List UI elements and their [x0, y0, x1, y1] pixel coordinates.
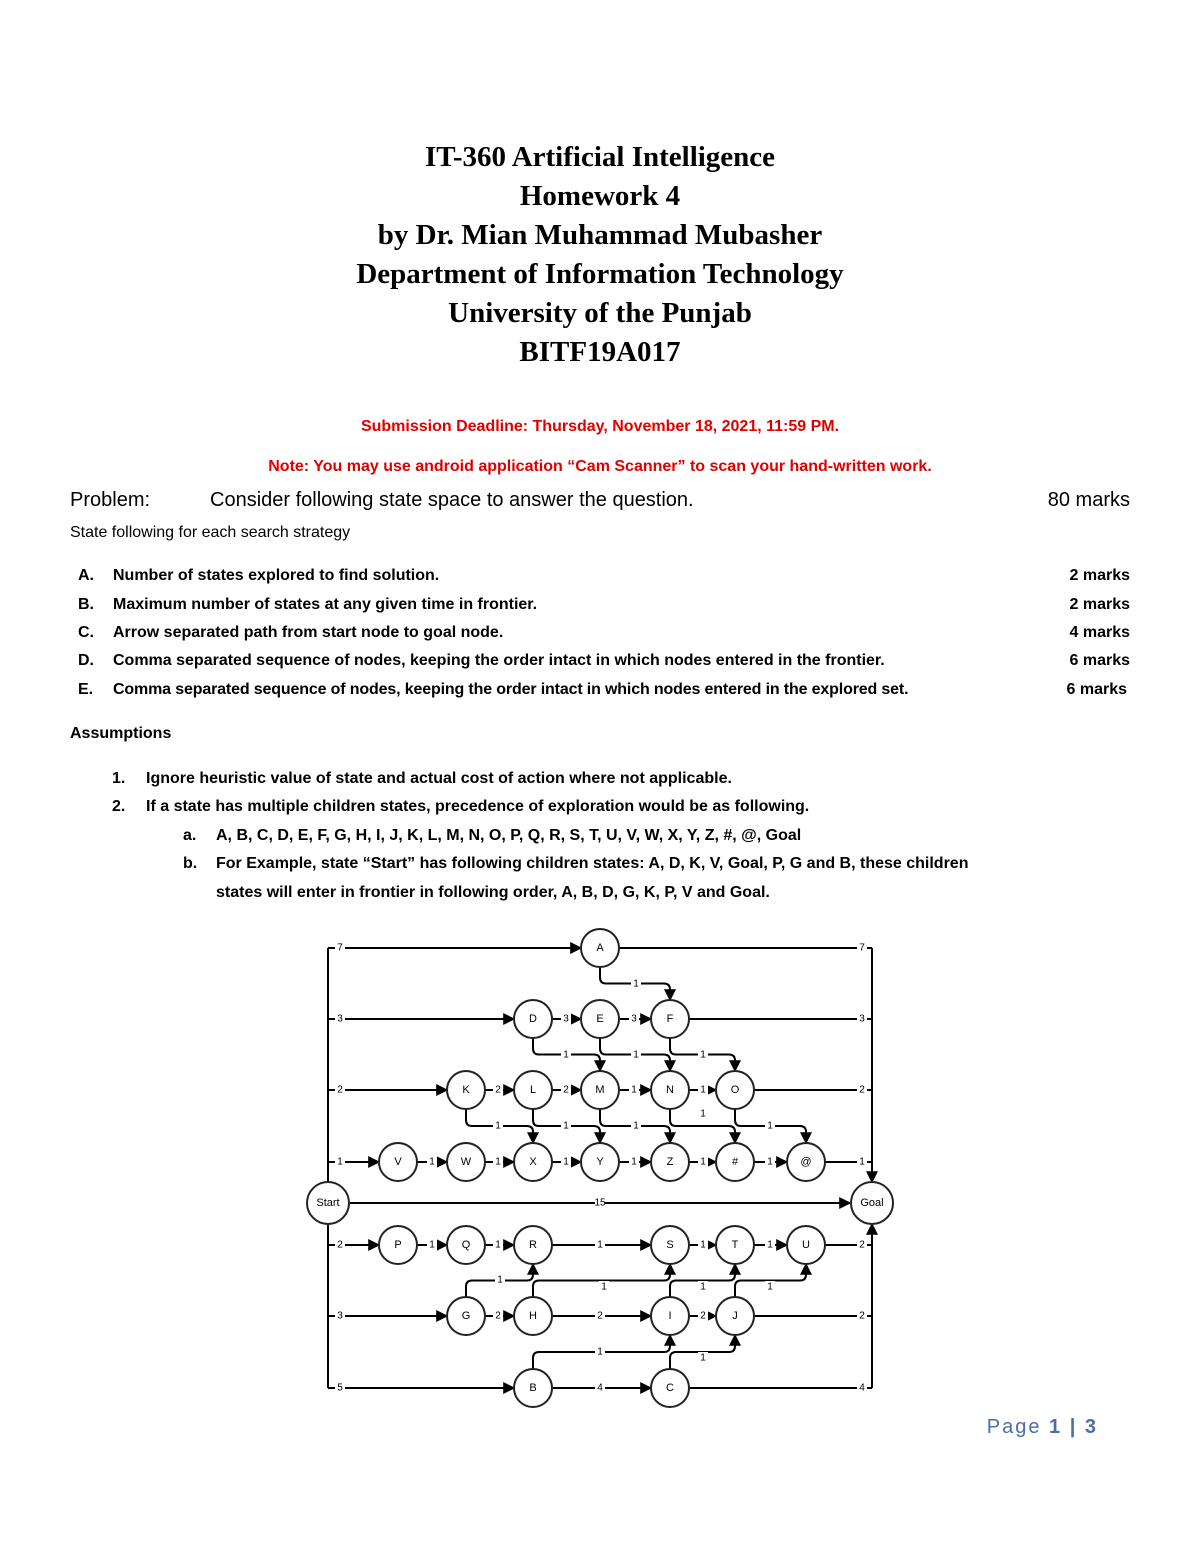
question-text: Maximum number of states at any given time in frontier.: [113, 596, 538, 613]
edge-weight-label: 1: [631, 1084, 637, 1096]
edge-weight-label: 1: [563, 1120, 569, 1132]
problem-marks: 80 marks: [1047, 489, 1130, 511]
node-label: F: [666, 1013, 674, 1025]
edge-weight-label: 7: [859, 942, 865, 954]
graph-node: [716, 1226, 754, 1264]
node-label: L: [529, 1084, 537, 1096]
question-marks: 2 marks: [1069, 596, 1130, 613]
node-label: N: [666, 1084, 674, 1096]
edge-weight-label: 1: [700, 1049, 706, 1061]
assumption-text: If a state has multiple children states, precedence of exploration would be as following.: [146, 798, 810, 815]
edge-weight-label: 1: [597, 1346, 603, 1358]
edge-weight-label: 1: [700, 1352, 706, 1364]
graph-node: [379, 1143, 417, 1181]
edge-weight-label: 3: [631, 1013, 637, 1025]
node-label: U: [802, 1239, 810, 1251]
edge-weight-label: 1: [601, 1281, 607, 1293]
edge-weight-label: 3: [859, 1013, 865, 1025]
edge-weight-label: 2: [337, 1084, 343, 1096]
edge-weight-label: 2: [859, 1239, 865, 1251]
node-label: A: [596, 942, 604, 954]
edge-weight-label: 2: [597, 1310, 603, 1322]
edge-weight-label: 1: [563, 1156, 569, 1168]
node-label: Goal: [860, 1197, 884, 1209]
student-id: BITF19A017: [519, 336, 681, 368]
node-label: B: [529, 1382, 537, 1394]
edge-weight-label: 3: [563, 1013, 569, 1025]
node-label: H: [529, 1310, 537, 1322]
page-total: 3: [1084, 1416, 1098, 1438]
graph-node: [851, 1182, 893, 1224]
graph-node: [447, 1297, 485, 1335]
edge-weight-label: 1: [633, 978, 639, 990]
question-marks: 4 marks: [1069, 624, 1130, 641]
edge-weight-label: 1: [337, 1156, 343, 1168]
question-marks: 2 marks: [1069, 567, 1130, 584]
node-label: Z: [666, 1156, 674, 1168]
node-label: P: [394, 1239, 402, 1251]
assumption-text: Ignore heuristic value of state and actual cost of action where not applicable.: [146, 770, 732, 787]
edge-weight-label: 1: [859, 1156, 865, 1168]
assumptions-title: Assumptions: [70, 725, 172, 742]
page-footer: [987, 1416, 1098, 1439]
node-label: C: [666, 1382, 674, 1394]
problem-label: Problem:: [70, 489, 151, 511]
course-title: IT-360 Artificial Intelligence: [424, 141, 776, 173]
page-word: Page: [986, 1416, 1042, 1438]
node-label: E: [596, 1013, 604, 1025]
edge-weight-label: 1: [563, 1049, 569, 1061]
node-label: Q: [461, 1239, 471, 1251]
page-number: 1: [1049, 1416, 1063, 1438]
graph-node: [514, 1297, 552, 1335]
department: Department of Information Technology: [356, 258, 844, 290]
subitem-letter: b.: [183, 855, 198, 872]
graph-node: [514, 1000, 552, 1038]
graph-node: [651, 1143, 689, 1181]
edge-weight-label: 5: [337, 1382, 343, 1394]
question-marks: 6 marks: [1069, 652, 1130, 669]
graph-node: [716, 1143, 754, 1181]
node-label: X: [529, 1156, 537, 1168]
graph-node: [514, 1071, 552, 1109]
node-label: D: [529, 1013, 537, 1025]
graph-node: [581, 1000, 619, 1038]
edge-weight-label: 15: [594, 1197, 606, 1209]
graph-node: [514, 1143, 552, 1181]
edge-weight-label: 2: [700, 1310, 706, 1322]
question-letter: E.: [78, 681, 94, 698]
edge-weight-label: 1: [495, 1156, 501, 1168]
graph-node: [716, 1071, 754, 1109]
edge-weight-label: 1: [495, 1239, 501, 1251]
question-letter: C.: [78, 624, 94, 641]
edge-weight-label: 1: [700, 1084, 706, 1096]
author: by Dr. Mian Muhammad Mubasher: [377, 219, 823, 251]
edge-weight-label: 2: [563, 1084, 569, 1096]
edge-weight-label: 1: [429, 1156, 435, 1168]
edge-weight-label: 1: [700, 1156, 706, 1168]
edge-weight-label: 1: [700, 1108, 706, 1120]
edge-weight-label: 1: [631, 1156, 637, 1168]
edge-weight-label: 7: [337, 942, 343, 954]
node-label: I: [668, 1310, 672, 1322]
submission-deadline: Submission Deadline: Thursday, November 18, 2021, 11:59 PM.: [360, 418, 840, 435]
graph-node: [787, 1226, 825, 1264]
question-text: Arrow separated path from start node to goal node.: [113, 624, 504, 641]
edge-weight-label: 2: [859, 1310, 865, 1322]
node-label: S: [666, 1239, 674, 1251]
edge-weight-label: 1: [633, 1049, 639, 1061]
graph-node: [514, 1369, 552, 1407]
graph-node: [581, 1071, 619, 1109]
graph-node: [651, 1226, 689, 1264]
edge-weight-label: 3: [337, 1013, 343, 1025]
assumption-number: 2.: [112, 798, 126, 815]
question-text: Comma separated sequence of nodes, keeping the order intact in which nodes entered in the explored set.: [113, 681, 909, 698]
edge-weight-label: 2: [337, 1239, 343, 1251]
graph-node: [514, 1226, 552, 1264]
question-letter: B.: [78, 596, 94, 613]
graph-node: [379, 1226, 417, 1264]
graph-node: [447, 1071, 485, 1109]
edge-weight-label: 1: [767, 1120, 773, 1132]
edge-weight-label: 1: [597, 1239, 603, 1251]
node-label: G: [461, 1310, 471, 1322]
subitem-text: states will enter in frontier in following order, A, B, D, G, K, P, V and Goal.: [216, 884, 770, 901]
homework-title: Homework 4: [519, 180, 681, 212]
graph-node: [447, 1143, 485, 1181]
edge-weight-label: 1: [633, 1120, 639, 1132]
question-text: Number of states explored to find solution.: [113, 567, 440, 584]
node-label: M: [595, 1084, 605, 1096]
graph-node: [651, 1000, 689, 1038]
graph-node: [651, 1369, 689, 1407]
subitem-text: A, B, C, D, E, F, G, H, I, J, K, L, M, N, O, P, Q, R, S, T, U, V, W, X, Y, Z, #, @, Goal: [216, 827, 802, 844]
edge-weight-label: 4: [859, 1382, 865, 1394]
edge-weight-label: 4: [597, 1382, 603, 1394]
node-label: V: [394, 1156, 402, 1168]
problem-text: Consider following state space to answer the question.: [210, 489, 694, 511]
node-label: J: [732, 1310, 738, 1322]
node-label: R: [529, 1239, 537, 1251]
graph-node: [651, 1297, 689, 1335]
node-label: #: [731, 1156, 739, 1168]
graph-node: [447, 1226, 485, 1264]
edge-weight-label: 1: [497, 1274, 503, 1286]
edge-weight-label: 1: [429, 1239, 435, 1251]
graph-node: [787, 1143, 825, 1181]
question-letter: A.: [78, 567, 94, 584]
intro-text: State following for each search strategy: [70, 524, 351, 541]
node-label: @: [800, 1156, 812, 1168]
edge-weight-label: 1: [767, 1239, 773, 1251]
subitem-text: For Example, state “Start” has following children states: A, D, K, V, Goal, P, G and B, these children: [216, 855, 969, 872]
page-separator: |: [1069, 1416, 1078, 1438]
graph-node: [581, 1143, 619, 1181]
edge-weight-label: 2: [859, 1084, 865, 1096]
node-label: Y: [596, 1156, 604, 1168]
scanner-note: Note: You may use android application “Cam Scanner” to scan your hand-written work.: [268, 458, 932, 475]
node-label: Start: [316, 1197, 340, 1209]
question-letter: D.: [78, 652, 94, 669]
graph-node: [307, 1182, 349, 1224]
graph-node: [581, 929, 619, 967]
node-label: W: [460, 1156, 472, 1168]
edge-weight-label: 2: [495, 1084, 501, 1096]
edge-weight-label: 1: [700, 1239, 706, 1251]
question-text: Comma separated sequence of nodes, keeping the order intact in which nodes entered in the frontier.: [113, 652, 885, 669]
node-label: K: [462, 1084, 470, 1096]
edge-weight-label: 1: [700, 1281, 706, 1293]
node-label: T: [731, 1239, 739, 1251]
assumption-number: 1.: [112, 770, 126, 787]
edge-weight-label: 1: [767, 1281, 773, 1293]
node-label: O: [730, 1084, 740, 1096]
university: University of the Punjab: [448, 297, 752, 329]
edge-weight-label: 1: [767, 1156, 773, 1168]
subitem-letter: a.: [183, 827, 197, 844]
graph-node: [651, 1071, 689, 1109]
question-marks: 6 marks: [1066, 681, 1127, 698]
edge-weight-label: 3: [337, 1310, 343, 1322]
edge-weight-label: 2: [495, 1310, 501, 1322]
graph-node: [716, 1297, 754, 1335]
edge-weight-label: 1: [495, 1120, 501, 1132]
